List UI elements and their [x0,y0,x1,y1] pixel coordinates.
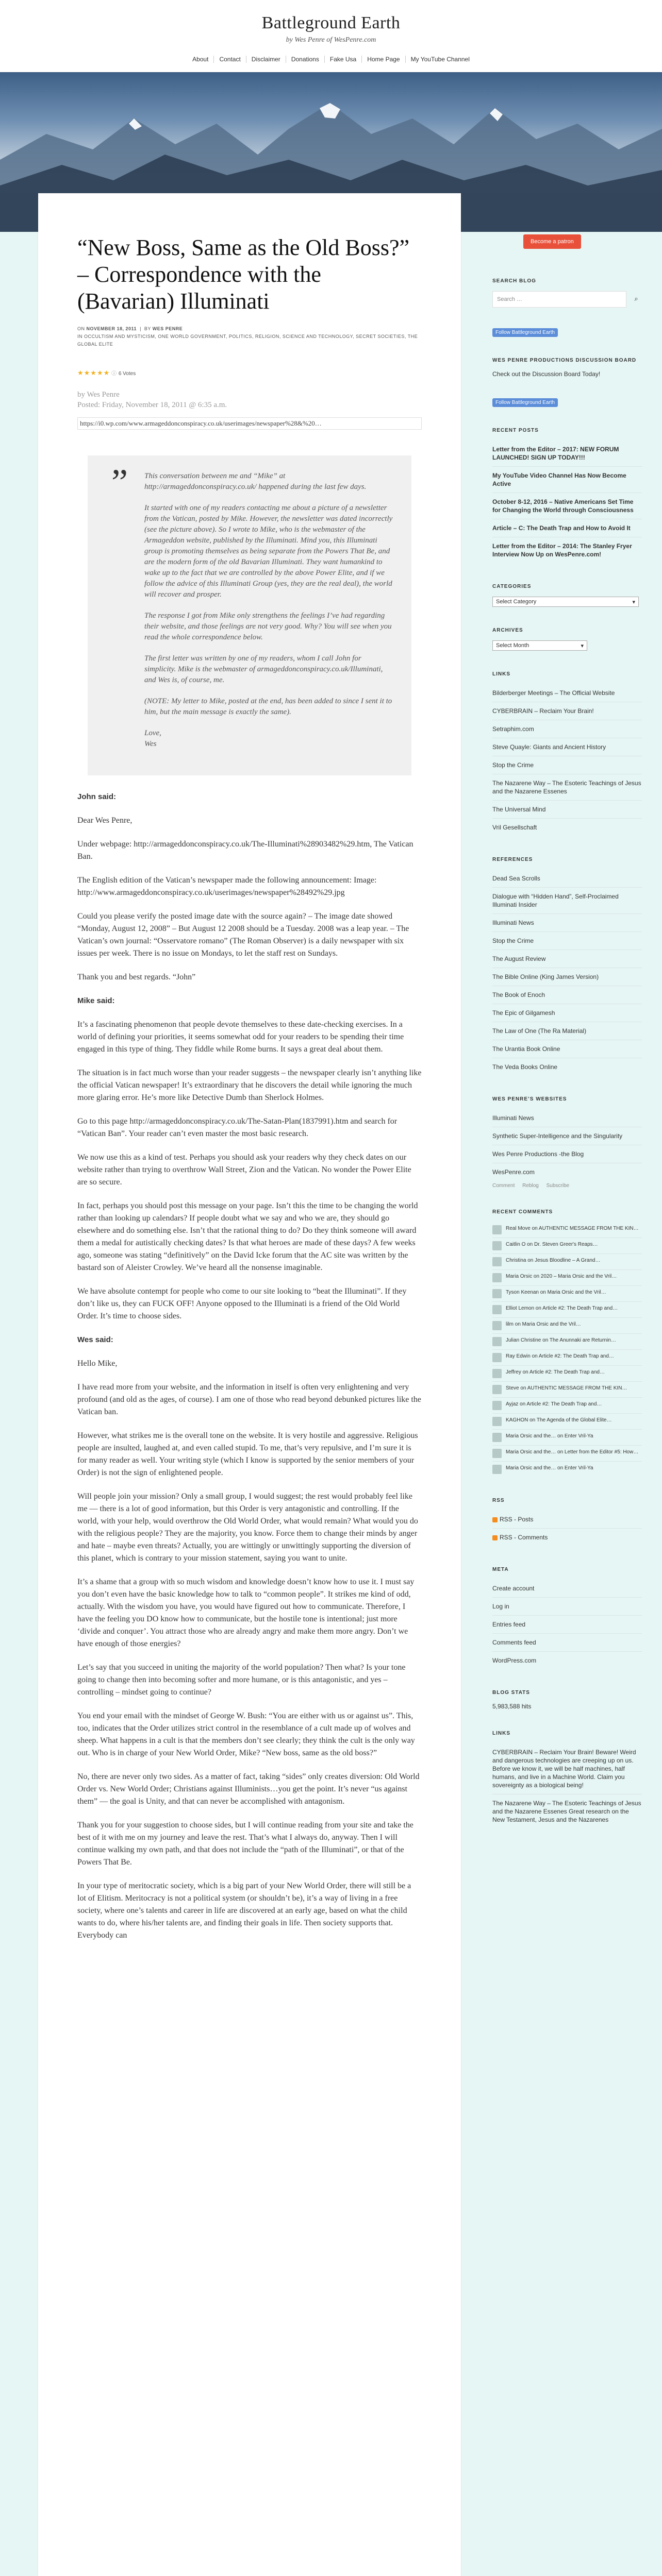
body-paragraph: Let’s say that you succeed in uniting the majority of the world population? Then what? Is your tone going to change then into becoming softer and more humane, or is this antagonistic, and yes – controlling – mindset going to continue? [77,1663,406,1697]
comment-item[interactable] [492,1238,642,1253]
recent-comments-widget [492,1209,642,1477]
archives-widget [492,628,642,651]
rss-widget [492,1498,642,1546]
avatar [492,1385,502,1394]
post-author[interactable]: WES PENRE [152,326,183,331]
comment-text: Steve on AUTHENTIC MESSAGE FROM THE KIN… [506,1385,627,1391]
main-navigation [0,56,662,63]
comment-item[interactable] [492,1317,642,1333]
reference-link[interactable]: Illuminati News [492,913,642,931]
comment-text: Ayjaz on Article #2: The Death Trap and… [506,1401,602,1407]
avatar [492,1289,502,1298]
rating-votes: 6 Votes [118,371,136,377]
recent-posts-widget [492,428,642,563]
avatar [492,1273,502,1282]
post-meta: ON NOVEMBER 18, 2011 | BY WES PENRE IN OCCULTISM AND MYSTICISM, ONE WORLD GOVERNMENT, POLITICS, RELIGION, SCIENCE AND TECHNOLOGY, SECRET SOCIETIES, THE GLOBAL ELITE [77,326,418,347]
widget-title: REFERENCES [492,857,533,862]
comment-item[interactable] [492,1253,642,1269]
comment-item[interactable] [492,1333,642,1349]
comment-text: Ray Edwin on Article #2: The Death Trap and… [506,1353,614,1359]
chevron-down-icon: ▾ [581,643,584,649]
comment-item[interactable] [492,1445,642,1461]
recent-post-link[interactable]: My YouTube Video Channel Has Now Become Active [492,466,642,493]
archives-select-value: Select Month [496,642,529,649]
comment-item[interactable] [492,1461,642,1477]
reference-link[interactable]: The Epic of Gilgamesh [492,1004,642,1022]
quote-paragraph: The response I got from Mike only strengthens the feelings I’ve had regarding their website, and those feelings are not very good. Why? You will see when you read the whole correspondence below. [144,612,392,641]
byline-author: by Wes Penre [77,391,120,399]
comment-item[interactable] [492,1397,642,1413]
avatar [492,1353,502,1362]
comments-list [492,1222,642,1477]
post-title[interactable]: “New Boss, Same as the Old Boss?” – Correspondence with the (Bavarian) Illuminati [77,235,410,314]
links-widget [492,671,642,836]
body-paragraph: The situation is in fact much worse than your reader suggests – the newspaper clearly isn’t anything like the official Vatican newspaper! It’s extraordinary that he discovers the detail while ignoring the much more glaring error. He’s more like Detective Dumb than Sherlock Holmes. [77,1069,422,1102]
categories-select-value: Select Category [496,599,537,605]
comment-action[interactable]: Comment [492,1183,515,1189]
body-paragraph: Thank you and best regards. “John” [77,973,196,981]
quote-paragraph: (NOTE: My letter to Mike, posted at the end, has been added to since I sent it to him, but the main message is exactly the same). [144,697,392,716]
body-paragraph: It’s a fascinating phenomenon that people devote themselves to these date-checking exercises. In a world of defining your priorities, it seems somewhat odd for your readers to be spending their time engaged in this type of thing. They fiddle while Rome burns. It says a great deal about them. [77,1020,404,1054]
body-paragraph: However, what strikes me is the overall tone on the website. It is very hostile and aggressive. Religious people are insulted, laughed at, and even called stupid. To me, that’s very repulsive, and I’m sure it is for many reader as well. Your writing style (which I know is supported by the senior members of your Order) is not the sign of enlightened people. [77,1431,418,1477]
quote-mark-icon: ” [111,462,128,503]
sidebar-link[interactable]: Vril Gesellschaft [492,818,642,836]
body-paragraph: Dear Wes Penre, [77,816,133,825]
widget-title: RECENT POSTS [492,428,539,433]
speaker-label: Mike said: [77,996,115,1005]
recent-post-link[interactable]: October 8-12, 2016 – Native Americans Set Time for Changing the World through Consciousness [492,493,642,519]
widget-title: WES PENRE PRODUCTIONS DISCUSSION BOARD [492,358,637,363]
comment-text: lilm on Maria Orsic and the Vril… [506,1321,581,1327]
body-paragraph: You end your email with the mindset of George W. Bush: “You are either with us or against us”. This, too, indicates that the Order utilizes strict control in the resemblance of a cult made up of wolves and sheep. What happens in a cult is that the members don’t see clearly; they think the cult is the only way out. Who is in charge of your New World Order, Mike? “New boss, same as the old boss?” [77,1711,415,1757]
quote-paragraph: Love, Wes [144,729,161,748]
body-paragraph: Could you please verify the posted image date with the source again? – The image date showed “Monday, August 12, 2008” – But August 12 2008 should be a Tuesday. 2008 was a leap year. – The Vatican’s own journal: “Osservatore romano” (The Roman Observer) is a daily newspaper with six issues per week. There is no issue on Mondays, to let the staff rest on Sundays. [77,912,409,958]
subscribe-action[interactable]: Subscribe [546,1183,570,1189]
sidebar-link[interactable]: The Universal Mind [492,800,642,818]
sidebar-link-description[interactable]: CYBERBRAIN – Reclaim Your Brain! Beware! Weird and dangerous technologies are creeping up on us. Before we know it, we will be half machines, half humans, and live in a Machine World. Claim you sovereignty as a biological being! [492,1749,636,1789]
comment-item[interactable] [492,1381,642,1397]
rss-icon [492,1535,498,1540]
site-title[interactable]: Battleground Earth [261,13,401,32]
body-paragraph: I have read more from your website, and the information in itself is often very enlightening and very profound (and old as the ages, of course). I am one of those who read beyond debunked pictures like the Vatican ban. [77,1383,421,1416]
widget-title: WES PENRE’S WEBSITES [492,1096,567,1102]
comment-text: Christina on Jesus Bloodline – A Grand… [506,1258,601,1263]
byline [77,389,422,410]
post-body [77,791,422,1942]
reference-link[interactable]: Dead Sea Scrolls [492,875,540,882]
sidebar-link[interactable]: CYBERBRAIN – Reclaim Your Brain! [492,702,642,720]
comment-item[interactable] [492,1269,642,1285]
comment-text: Elliot Lemon on Article #2: The Death Trap and… [506,1306,618,1311]
sidebar-link[interactable]: Bilderberger Meetings – The Official Website [492,689,615,697]
comment-text: Maria Orsic and the… on Letter from the Editor #5: How… [506,1449,639,1455]
widget-title: META [492,1567,509,1572]
nav-item-fake-usa[interactable]: Fake Usa [325,56,362,63]
meta-link[interactable]: Log in [492,1597,642,1615]
nav-item-contact[interactable]: Contact [214,56,246,63]
chevron-down-icon: ▾ [632,599,635,605]
links-widget-2 [492,1731,642,1828]
nav-item-about[interactable]: About [187,56,214,63]
discussion-link[interactable]: Check out the Discussion Board Today! [492,370,601,378]
meta-link[interactable]: Create account [492,1585,535,1592]
comment-text: KAGHON on The Agenda of the Global Elite… [506,1417,612,1423]
avatar [492,1433,502,1442]
rss-icon [492,1517,498,1522]
avatar [492,1465,502,1474]
widget-title: SEARCH BLOG [492,278,536,284]
avatar [492,1417,502,1426]
post-date[interactable]: NOVEMBER 18, 2011 [86,326,137,331]
websites-widget [492,1096,642,1189]
follow-widget [492,328,642,337]
intro-quote [88,455,411,775]
body-paragraph: In your type of meritocratic society, which is a big part of your New World Order, there will still be a lot of Elitism. Meritocracy is not a political system (or shouldn’t be), it’s a way of living in a free society, where one’s talents and career in life are discovered at an early age, based on what the child wants to do, where his/her talents are, and finding their goals in life. Then society supports that. Everybody can [77,1882,411,1940]
info-icon: ⓘ [111,371,118,377]
comment-text: Tyson Keenan on Maria Orsic and the Vril… [506,1290,606,1295]
avatar [492,1337,502,1346]
website-link[interactable]: Synthetic Super-Intelligence and the Singularity [492,1127,642,1145]
recent-post-link[interactable]: Letter from the Editor – 2017: NEW FORUM LAUNCHED! SIGN UP TODAY!!! [492,446,619,461]
comment-text: Maria Orsic on 2020 – Maria Orsic and the Vril… [506,1274,617,1279]
reblog-action[interactable]: Reblog [522,1183,539,1189]
comment-item[interactable] [492,1301,642,1317]
archives-select[interactable] [492,640,587,651]
speaker-label: John said: [77,792,117,801]
sidebar-link[interactable]: Stop the Crime [492,756,642,774]
categories-select[interactable] [492,597,639,607]
action-bar [492,1183,642,1189]
website-link[interactable]: Illuminati News [492,1114,534,1122]
body-paragraph: In fact, perhaps you should post this message on your page. Isn’t this the time to be changing the world rather than looking up calendars? If people doubt what we say and who we are, they should go elsewhere and do something else. Isn’t that the rational thing to do? Do they think someone will award them a medal for autistically checking dates? Is that what heroes are made of these days? A few weeks ago, someone was stating “definitively” on the David Icke forum that the AC site was written by the bastard son of Aleister Crowley. We’ve heard all the nonsense imaginable. [77,1201,418,1272]
body-paragraph: Hello Mike, [77,1359,118,1368]
site-header [0,0,662,72]
avatar [492,1449,502,1458]
comment-item[interactable] [492,1365,642,1381]
follow-button[interactable]: Follow Battleground Earth [492,328,558,337]
quote-paragraph: The first letter was written by one of my readers, whom I call John for simplicity. Mike is the webmaster of armageddonconspiracy.co.uk/Illuminati, and Wes is, of course, me. [144,654,383,684]
recent-post-link[interactable]: Letter from the Editor – 2014: The Stanley Fryer Interview Now Up on WesPenre.com! [492,537,642,563]
meta-link[interactable]: WordPress.com [492,1651,642,1669]
reference-link[interactable]: Dialogue with “Hidden Hand”, Self-Proclaimed Illuminati Insider [492,887,642,913]
avatar [492,1225,502,1234]
comment-item[interactable] [492,1222,642,1238]
reference-link[interactable]: The August Review [492,950,642,968]
sidebar [492,278,642,1849]
website-link[interactable]: Wes Penre Productions -the Blog [492,1145,642,1163]
comment-item[interactable] [492,1413,642,1429]
widget-title: LINKS [492,671,510,677]
meta-widget [492,1567,642,1669]
comment-text: Maria Orsic and the… on Enter Vril-Ya [506,1465,593,1471]
reference-link[interactable]: The Book of Enoch [492,986,642,1004]
body-paragraph: Thank you for your suggestion to choose sides, but I will continue reading from your site and take the best of it with me on my journey and leave the rest. That’s what I always do, anyway. Then I will continue walking my own path, and that does not include the “path of the Illuminati”, or that of the Powers That Be. [77,1821,413,1867]
recent-post-link[interactable]: Article – C: The Death Trap and How to Avoid It [492,519,642,537]
references-widget [492,857,642,1076]
quote-paragraph: It started with one of my readers contacting me about a picture of a newsletter from the Vatican, posted by Mike. However, the newsletter was dated incorrectly (see the picture above). So I wrote to Mike, who is the webmaster of the Armageddon website, published by the Illuminati. Mind you, this Illuminati group is promoting themselves as being separate from the Powers That Be, and are the modern form of the old Bavarian Illuminati. They want humankind to wake up to the fact that we are controlled by the above Power Elite, and if we follow the advice of this Illuminati Group (yes, they are the real deal), the world will recover and prosper. [144,504,393,599]
comment-text: Maria Orsic and the… on Enter Vril-Ya [506,1433,593,1439]
post-rating[interactable] [77,369,422,377]
broken-image-link[interactable]: https://i0.wp.com/www.armageddonconspiracy.co.uk/userimages/newspaper%28&%20… [77,417,422,430]
search-input[interactable]: Search … [492,291,626,308]
stats-widget [492,1690,642,1710]
rss-comments-label: RSS - Comments [500,1534,548,1541]
comment-text: Julian Christine on The Anunnaki are Returnin… [506,1337,616,1343]
sidebar-link[interactable]: The Nazarene Way – The Esoteric Teachings of Jesus and the Nazarene Essenes [492,774,642,800]
meta-link[interactable]: Entries feed [492,1615,642,1633]
comment-item[interactable] [492,1285,642,1301]
follow-widget-2 [492,398,642,407]
widget-title: LINKS [492,1731,510,1736]
reference-link[interactable]: The Bible Online (King James Version) [492,968,642,986]
categories-widget [492,584,642,607]
search-widget [492,278,642,308]
sidebar-link[interactable]: Steve Quayle: Giants and Ancient History [492,738,642,756]
nav-item-donations[interactable]: Donations [286,56,325,63]
follow-button[interactable]: Follow Battleground Earth [492,398,558,407]
body-paragraph: The English edition of the Vatican’s newspaper made the following announcement: Image: http://www.armageddonconspiracy.co.uk/userimages/newspaper%28492%29.jpg [77,876,377,897]
comment-item[interactable] [492,1429,642,1445]
star-rating-icon[interactable]: ★★★★★ [77,369,110,377]
body-paragraph: No, there are never only two sides. As a matter of fact, taking “sides” only creates diversion: Old World Order vs. New World Order; Christians against Illuminists…you get the point. It’s never “us against them” — the goal is Unity, and that can never be accomplished with antagonism. [77,1772,420,1806]
reference-link[interactable]: The Veda Books Online [492,1058,642,1076]
nav-item-home-page[interactable]: Home Page [362,56,405,63]
body-paragraph: It’s a shame that a group with so much wisdom and knowledge doesn’t know how to use it. I must say you don’t even have the basic knowledge how to talk to “common people”. It strikes me kind of odd, actually. With the wisdom you have, you would have figured out how to communicate. Therefore, I have the feeling you DO know how to communicate, but the hostile tone is intentional; just more ‘divide and conquer’. You attract those who are already angry and make them more angry. Don’t we have enough of those energies? [77,1578,415,1648]
avatar [492,1241,502,1250]
avatar [492,1257,502,1266]
discussion-widget [492,358,642,378]
byline-date: Posted: Friday, November 18, 2011 @ 6:35 a.m. [77,401,227,409]
avatar [492,1321,502,1330]
widget-title: RSS [492,1498,505,1503]
search-icon[interactable]: ⌕ [634,295,638,302]
meta-link[interactable]: Comments feed [492,1633,642,1651]
speaker-label: Wes said: [77,1335,113,1344]
avatar [492,1369,502,1378]
avatar [492,1305,502,1314]
rss-posts-label: RSS - Posts [500,1516,534,1523]
reference-link[interactable]: Stop the Crime [492,931,642,950]
body-paragraph: Will people join your mission? Only a small group, I would suggest; the rest would probably feel like me — there is a lot of good information, but this Order is very antagonistic and controlling. If the world, with your help, would overthrow the Old World Order, what would remain? What would you do with the religious people? They are the majority, you know. Force them to change their minds by anger and hate – maybe even threats? Actually, you are wittingly or unwittingly supporting the diversion of this planet, which is contrary to your mission statement, saying you want to unite. [77,1492,418,1563]
site-description: by Wes Penre of WesPenre.com [286,36,376,44]
quote-paragraph: This conversation between me and “Mike” at http://armageddonconspiracy.co.uk/ happened during the last few days. [144,472,367,491]
comment-item[interactable] [492,1349,642,1365]
comment-text: Caitlin O on Dr. Steven Greer's Reaps… [506,1242,598,1247]
rss-posts-link[interactable] [492,1511,642,1528]
body-paragraph: We now use this as a kind of test. Perhaps you should ask your readers why they check dates on our website rather than trying to overthrow Wall Street, Zion and the Vatican. No wonder the Power Elite are so secure. [77,1153,411,1187]
nav-item-youtube[interactable]: My YouTube Channel [410,56,470,63]
website-link[interactable]: WesPenre.com [492,1163,642,1181]
nav-item-disclaimer[interactable]: Disclaimer [246,56,286,63]
main-content-card [38,193,461,2576]
widget-title: BLOG STATS [492,1690,530,1696]
widget-title: CATEGORIES [492,584,532,589]
widget-title: RECENT COMMENTS [492,1209,553,1215]
rss-comments-link[interactable] [492,1528,642,1546]
body-paragraph: We have absolute contempt for people who come to our site looking to “beat the Illuminati”. If they don’t like us, they can FUCK OFF! Anyone opposed to the Illuminati is a friend of the Old World Order. It’s time to choose sides. [77,1287,407,1320]
comment-text: Jeffrey on Article #2: The Death Trap and… [506,1369,605,1375]
sidebar-link-description[interactable]: The Nazarene Way – The Esoteric Teachings of Jesus and the Nazarene Essenes Great research on the New Testament, Jesus and the Nazarenes [492,1794,642,1828]
post-categories[interactable]: IN OCCULTISM AND MYSTICISM, ONE WORLD GOVERNMENT, POLITICS, RELIGION, SCIENCE AND TECHNOLOGY, SECRET SOCIETIES, THE GLOBAL ELITE [77,334,418,347]
become-patron-button[interactable]: Become a patron [523,234,581,249]
widget-title: ARCHIVES [492,628,523,633]
reference-link[interactable]: The Urantia Book Online [492,1040,642,1058]
body-paragraph: Go to this page http://armageddonconspiracy.co.uk/The-Satan-Plan(1837991).htm and search for “Vatican Ban”. Your reader can’t even master the most basic research. [77,1117,398,1138]
reference-link[interactable]: The Law of One (The Ra Material) [492,1022,642,1040]
body-paragraph: Under webpage: http://armageddonconspiracy.co.uk/The-Illuminati%28903482%29.htm, The Vatican Ban. [77,840,413,861]
comment-text: Real Move on AUTHENTIC MESSAGE FROM THE KIN… [506,1226,639,1231]
stats-value: 5,983,588 hits [492,1703,532,1710]
avatar [492,1401,502,1410]
sidebar-link[interactable]: Setraphim.com [492,720,642,738]
